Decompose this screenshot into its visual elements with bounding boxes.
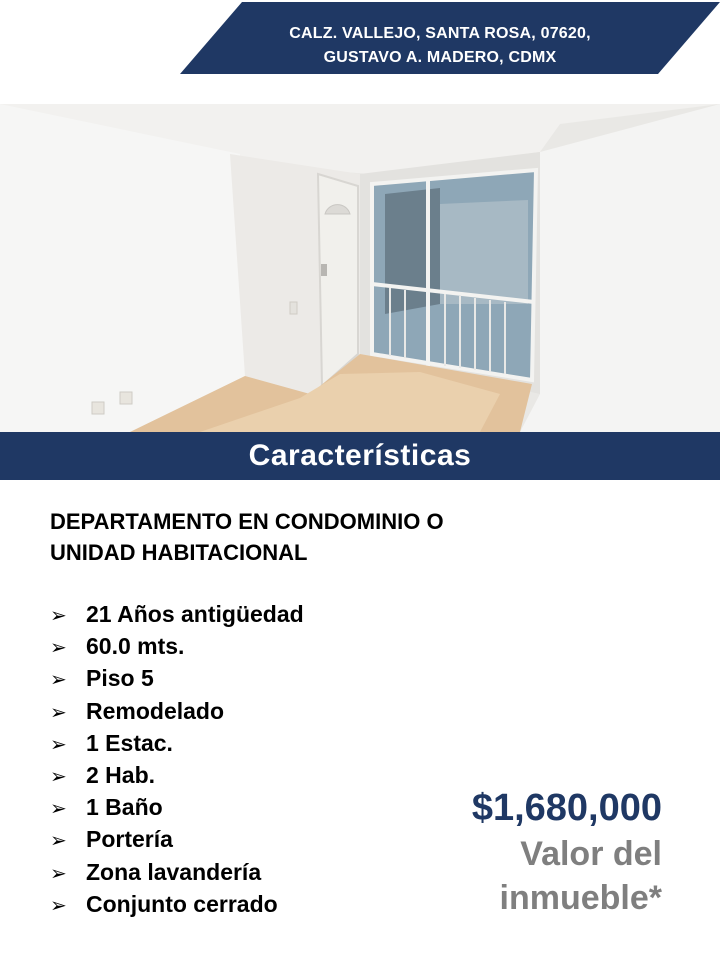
feature-item: ➢ 60.0 mts. xyxy=(50,630,304,662)
arrow-right-icon: ➢ xyxy=(50,605,67,627)
arrow-right-icon: ➢ xyxy=(50,830,67,853)
section-title: Características xyxy=(0,432,720,480)
property-type xyxy=(50,506,570,568)
property-type-line-2: UNIDAD HABITACIONAL xyxy=(50,540,308,565)
arrow-right-icon: ➢ xyxy=(50,798,67,821)
price-label xyxy=(402,832,662,920)
arrow-right-icon: ➢ xyxy=(50,637,67,660)
feature-item: ➢ 2 Hab. xyxy=(50,759,304,791)
feature-item: ➢ 21 Años antigüedad xyxy=(50,598,304,630)
property-address xyxy=(240,22,640,70)
arrow-right-icon: ➢ xyxy=(50,701,67,724)
feature-item: ➢ Remodelado xyxy=(50,695,304,727)
feature-item: ➢ Piso 5 xyxy=(50,662,304,694)
arrow-right-icon: ➢ xyxy=(50,669,67,692)
arrow-right-icon: ➢ xyxy=(50,733,67,756)
feature-item: ➢ 1 Estac. xyxy=(50,727,304,759)
feature-list xyxy=(50,598,304,920)
price-label-line-2: inmueble* xyxy=(499,879,662,917)
price-value: $1,680,000 xyxy=(471,787,662,829)
property-type-line-1: DEPARTAMENTO EN CONDOMINIO O xyxy=(50,509,444,534)
feature-item: ➢ Portería xyxy=(50,823,304,855)
arrow-right-icon: ➢ xyxy=(50,862,67,885)
address-line-2: GUSTAVO A. MADERO, CDMX xyxy=(323,49,557,66)
arrow-right-icon: ➢ xyxy=(50,765,67,788)
feature-item: ➢ Zona lavandería xyxy=(50,856,304,888)
address-line-1: CALZ. VALLEJO, SANTA ROSA, 07620, xyxy=(289,25,591,42)
feature-item: ➢ 1 Baño xyxy=(50,791,304,823)
arrow-right-icon: ➢ xyxy=(50,894,67,917)
property-photo xyxy=(0,104,720,432)
feature-item: ➢ Conjunto cerrado xyxy=(50,888,304,920)
price-label-line-1: Valor del xyxy=(520,835,662,873)
